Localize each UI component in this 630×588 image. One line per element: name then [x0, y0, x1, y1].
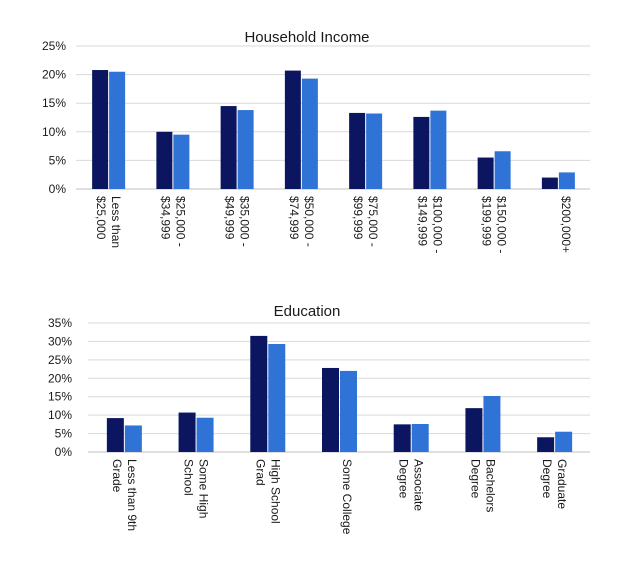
income-bar-series-1: [478, 158, 494, 189]
income-y-tick-label: 0%: [48, 182, 66, 196]
education-bar-series-1: [465, 408, 482, 452]
income-bar-series-2: [302, 79, 318, 189]
income-bar-series-2: [430, 111, 446, 189]
education-y-tick-label: 15%: [47, 389, 72, 404]
income-y-tick-label: 25%: [41, 39, 66, 53]
income-category-label: $25,000 -$34,999: [158, 196, 188, 247]
education-bar-series-1: [107, 418, 124, 452]
education-y-tick-label: 20%: [47, 371, 72, 386]
income-bar-series-2: [173, 135, 189, 189]
education-y-tick-label: 35%: [47, 316, 72, 330]
income-category-label: $100,000 -$149,999: [415, 196, 445, 254]
education-y-tick-label: 25%: [47, 352, 72, 367]
education-category-label: High SchoolGrad: [253, 459, 283, 524]
education-bar-series-1: [179, 413, 196, 452]
income-category-label: $150,000 -$199,999: [479, 196, 509, 254]
income-bar-series-2: [559, 172, 575, 189]
income-y-tick-label: 5%: [48, 153, 66, 168]
income-category-label: $35,000 -$49,999: [222, 196, 252, 247]
income-bar-series-1: [221, 106, 237, 189]
education-y-tick-label: 30%: [47, 334, 72, 349]
income-category-label: $200,000+: [558, 196, 573, 254]
education-category-label: BachelorsDegree: [468, 459, 498, 513]
income-category-label: $75,000 -$99,999: [351, 196, 381, 247]
income-bar-series-2: [495, 151, 511, 189]
income-category-label: Less than$25,000: [94, 196, 124, 249]
education-bar-series-2: [483, 396, 500, 452]
education-bar-series-2: [412, 424, 429, 452]
education-chart: [48, 303, 590, 535]
household-income-title: Household Income: [244, 29, 370, 46]
income-y-tick-label: 20%: [41, 67, 66, 82]
education-bar-series-2: [268, 344, 285, 452]
income-y-tick-label: 10%: [41, 124, 66, 139]
education-bar-series-1: [394, 424, 411, 452]
household-income-chart: [42, 29, 590, 253]
income-bar-series-1: [413, 117, 429, 189]
education-bar-series-1: [537, 437, 554, 452]
education-category-label: Less than 9thGrade: [109, 459, 139, 532]
education-bar-series-2: [555, 432, 572, 452]
education-bar-series-2: [125, 425, 142, 452]
income-bar-series-1: [285, 71, 301, 189]
education-bar-series-2: [197, 418, 214, 452]
income-bar-series-2: [109, 72, 125, 189]
income-bar-series-2: [366, 113, 382, 189]
education-category-label: AssociateDegree: [396, 459, 426, 512]
education-category-label: Some College: [340, 459, 354, 535]
education-y-tick-label: 5%: [54, 426, 72, 441]
income-bar-series-1: [542, 178, 558, 189]
education-category-label: GraduateDegree: [540, 459, 570, 510]
income-y-tick-label: 15%: [41, 96, 66, 111]
education-title: Education: [273, 303, 341, 320]
education-bar-series-1: [322, 368, 339, 452]
education-bar-series-1: [250, 336, 267, 452]
income-bar-series-1: [92, 70, 108, 189]
education-y-tick-label: 0%: [54, 445, 72, 459]
income-category-label: $50,000 -$74,999: [286, 196, 316, 247]
education-category-label: Some HighSchool: [181, 459, 211, 519]
income-bar-series-1: [349, 113, 365, 189]
education-y-tick-label: 10%: [47, 408, 72, 423]
income-bar-series-2: [238, 110, 254, 189]
education-bar-series-2: [340, 371, 357, 452]
income-bar-series-1: [156, 132, 172, 189]
